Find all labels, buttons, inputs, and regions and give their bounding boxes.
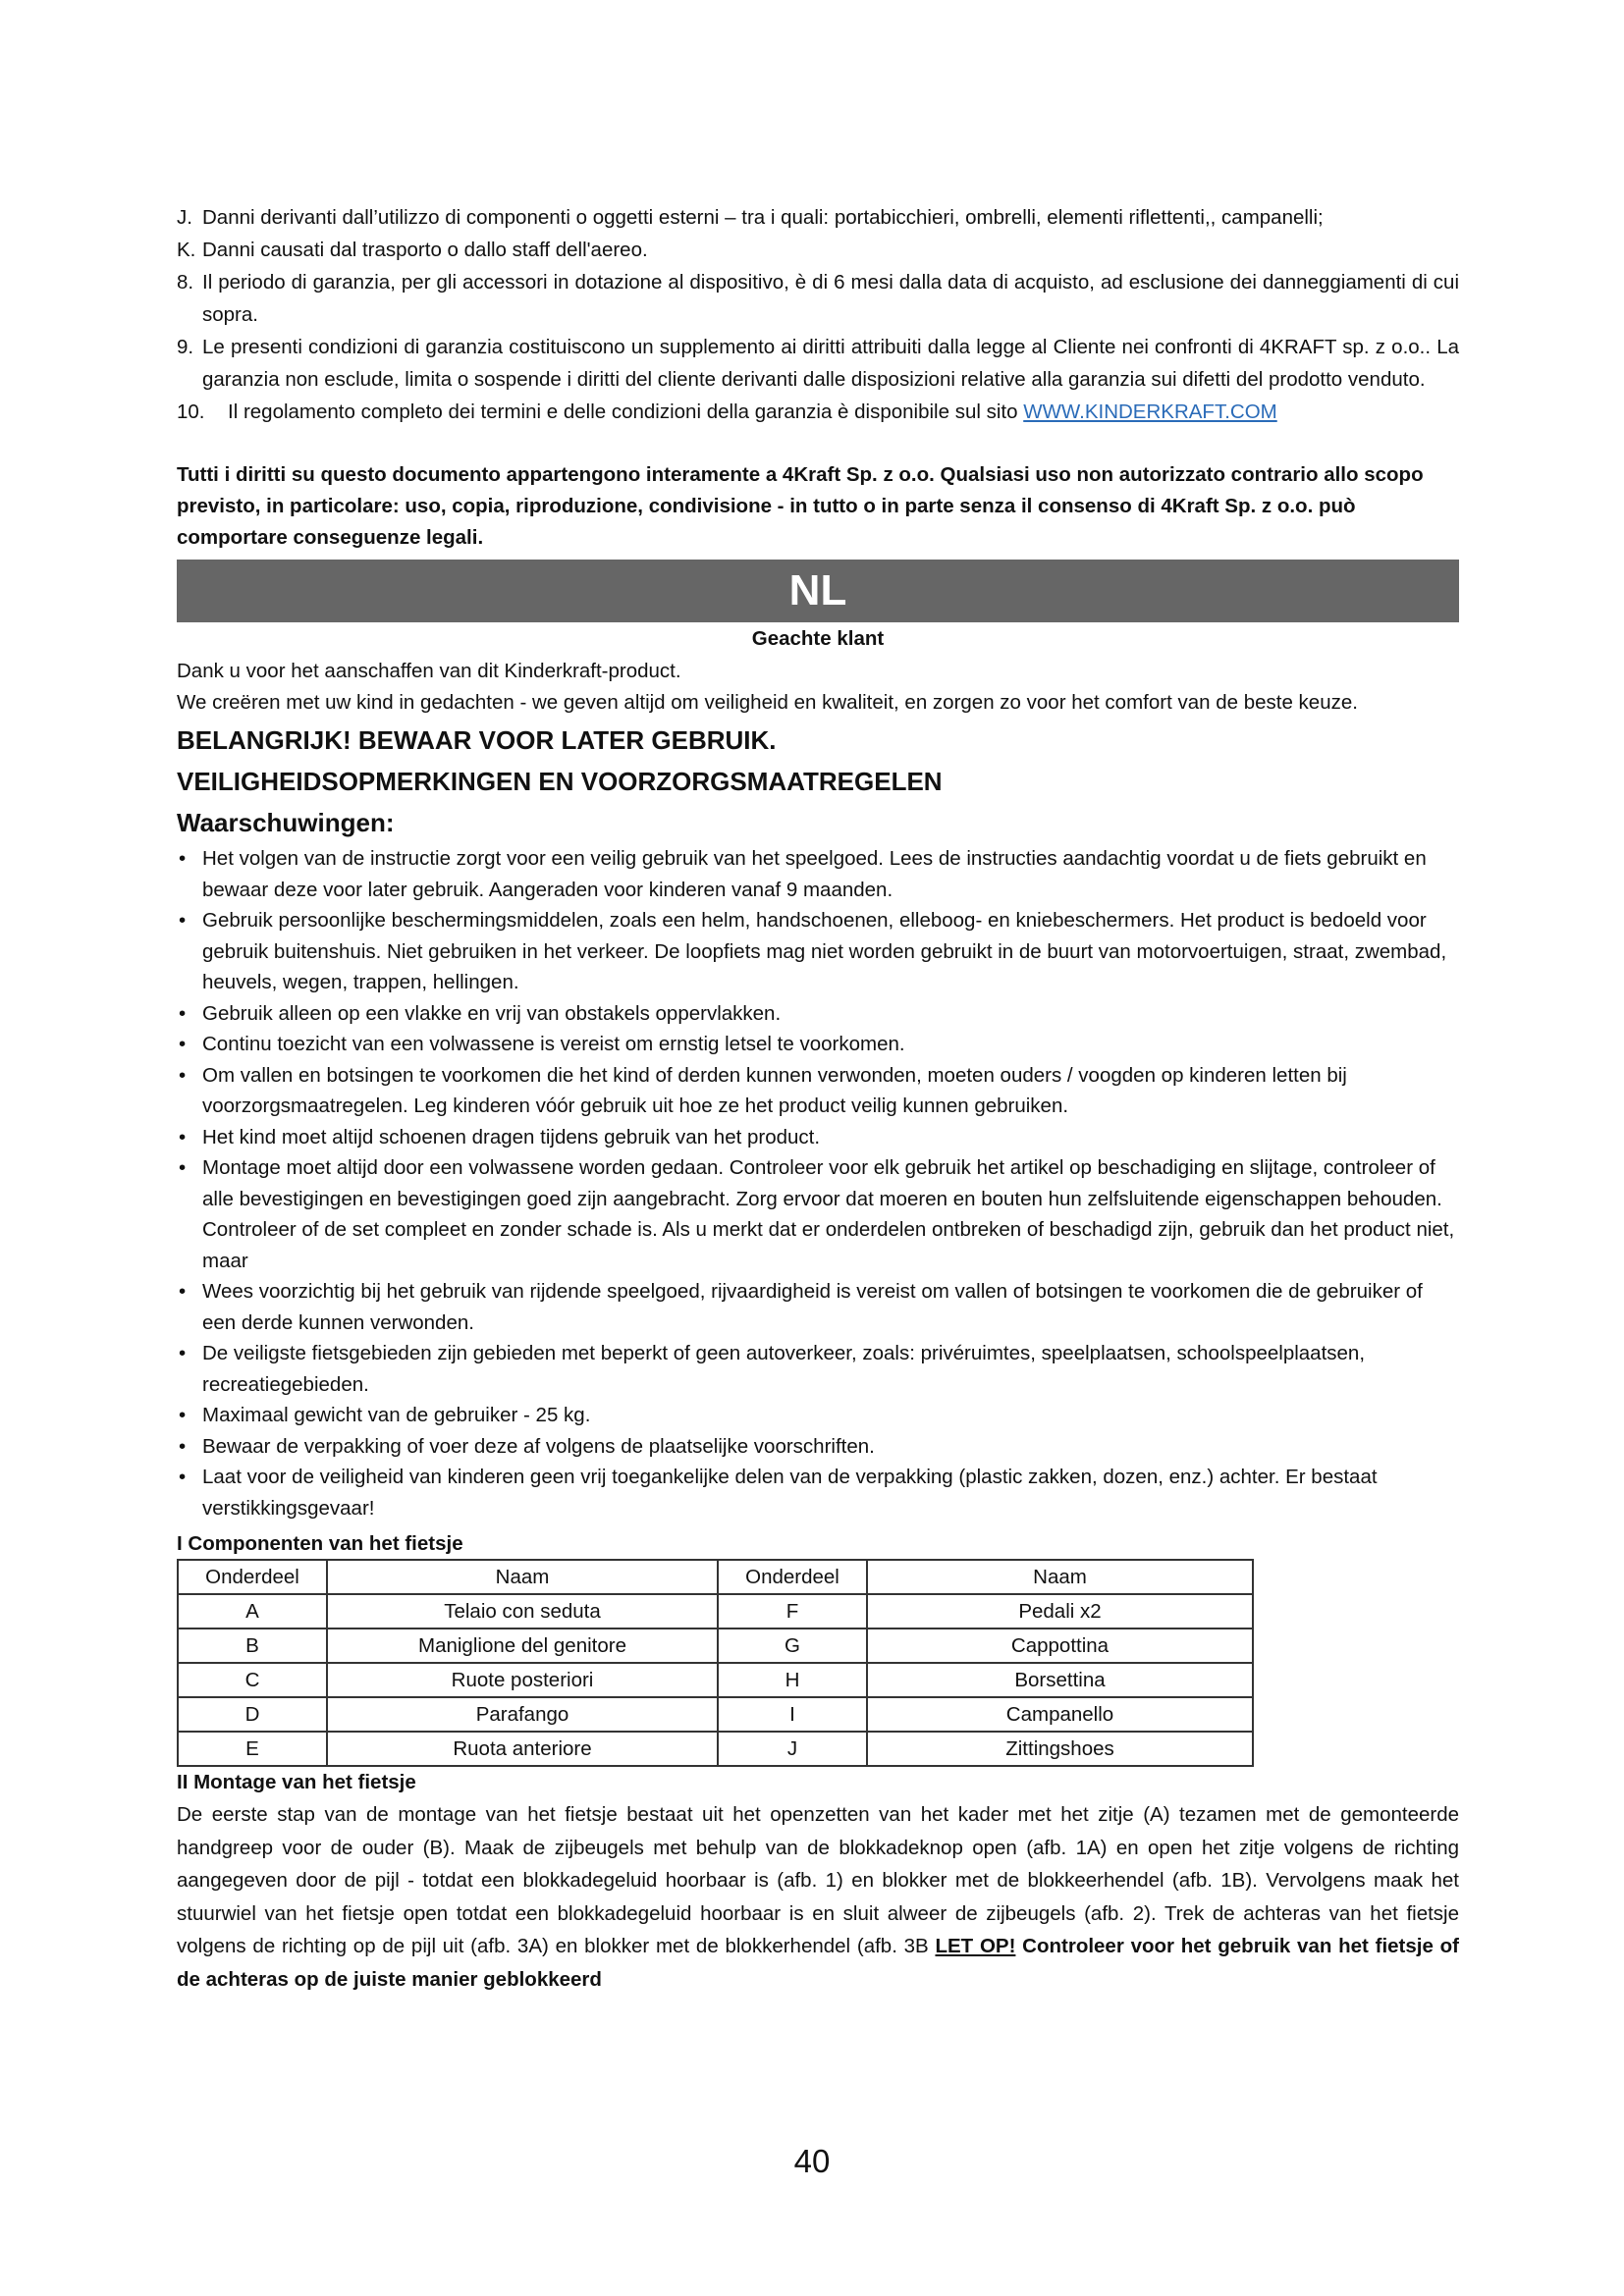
item-text: Danni causati dal trasporto o dallo staff dell'aereo. [202,239,648,261]
item-number: 8. [177,271,194,294]
table-cell: Ruote posteriori [327,1663,718,1697]
table-header: Naam [867,1560,1253,1594]
assembly-warning: LET OP! [935,1935,1016,1957]
list-item: • Het kind moet altijd schoenen dragen tijdens gebruik van het product. [177,1122,1459,1153]
table-cell: Borsettina [867,1663,1253,1697]
intro-thanks: Dank u voor het aanschaffen van dit Kinderkraft-product. [177,660,681,682]
table-row [178,1663,1253,1697]
item-number: 9. [177,336,194,358]
page-content [177,201,1459,1996]
list-item: • Bewaar de verpakking of voer deze af volgens de plaatselijke voorschriften. [177,1431,1459,1463]
warranty-list [177,201,1459,428]
table-row [178,1629,1253,1663]
list-item [177,331,1459,396]
table-cell: Campanello [867,1697,1253,1732]
list-item [177,234,1459,266]
table-header: Naam [327,1560,718,1594]
table-cell: A [178,1594,327,1629]
components-title: I Componenten van het fietsje [177,1532,463,1555]
copyright-notice: Tutti i diritti su questo documento appartengono interamente a 4Kraft Sp. z o.o. Qualsiasi uso non autorizzato contrario allo scopo previsto, in particolare: uso, copia, riproduzione, condivisione - in tutto o in parte senza il consenso di 4Kraft Sp. z o.o. può comportare conseguenze legali. [177,463,1424,549]
table-cell: H [718,1663,867,1697]
table-cell: B [178,1629,327,1663]
item-number: 10. [177,400,205,423]
table-row [178,1732,1253,1766]
warnings-list [177,843,1459,1523]
list-item: • Gebruik persoonlijke beschermingsmiddelen, zoals een helm, handschoenen, elleboog- en kniebeschermers. Het product is bedoeld voor gebruik buitenshuis. Niet gebruiken in het verkeer. De loopfiets mag niet worden gebruikt in de buurt van motorvoertuigen, straat, zwembad, heuvels, wegen, trappen, hellingen. [177,905,1459,998]
list-item: • Continu toezicht van een volwassene is vereist om ernstig letsel te voorkomen. [177,1029,1459,1060]
intro-text: We creëren met uw kind in gedachten - we geven altijd om veiligheid en kwaliteit, en zorgen zo voor het comfort van de beste keuze. [177,691,1358,714]
heading-warnings: Waarschuwingen: [177,808,395,837]
table-cell: Parafango [327,1697,718,1732]
assembly-body: De eerste stap van de montage van het fietsje bestaat uit het openzetten van het kader met het zitje (A) tezamen met de gemonteerde handgreep voor de ouder (B). Maak de zijbeugels met behulp van de blokkadeknop open (afb. 1A) en open het zitje volgens de richting aangegeven door de pijl - totdat een blokkadegeluid hoorbaar is (afb. 1) en blokker met de blokkeerhendel (afb. 1B). Vervolgens maak het stuurwiel van het fietsje open totdat een blokkadegeluid hoorbaar is en sluit alweer de zijbeugels (afb. 2). Trek de achteras van het fietsje volgens de richting op de pijl uit (afb. 3A) en blokker met de blokkerhendel (afb. 3B [177,1803,1459,1957]
list-item: • Om vallen en botsingen te voorkomen die het kind of derden kunnen verwonden, moeten ouders / voogden op kinderen letten bij voorzorgsmaatregelen. Leg kinderen vóór gebruik uit hoe ze het product veilig kunnen gebruiken. [177,1060,1459,1122]
item-text: Il periodo di garanzia, per gli accessori in dotazione al dispositivo, è di 6 mesi dalla data di acquisto, ad esclusione dei danneggiamenti di cui sopra. [202,271,1459,326]
table-cell: Ruota anteriore [327,1732,718,1766]
table-cell: I [718,1697,867,1732]
list-item: • Montage moet altijd door een volwassene worden gedaan. Controleer voor elk gebruik het artikel op beschadiging en slijtage, controleer of alle bevestigingen en bevestigingen goed zijn aangebracht. Zorg ervoor dat moeren en bouten hun zelfsluitende eigenschappen behouden. Controleer of de set compleet en zonder schade is. Als u merkt dat er onderdelen ontbreken of beschadigd zijn, gebruik dan het product niet, maar [177,1152,1459,1276]
heading-safety: VEILIGHEIDSOPMERKINGEN EN VOORZORGSMAATREGELEN [177,767,943,796]
item-text: Il regolamento completo dei termini e delle condizioni della garanzia è disponibile sul sito [228,400,1024,423]
kinderkraft-link[interactable]: WWW.KINDERKRAFT.COM [1023,400,1277,423]
list-item: • Het volgen van de instructie zorgt voor een veilig gebruik van het speelgoed. Lees de instructies aandachtig voordat u de fiets gebruikt en bewaar deze voor later gebruik. Aangeraden voor kinderen vanaf 9 maanden. [177,843,1459,905]
table-row [178,1594,1253,1629]
assembly-title: II Montage van het fietsje [177,1771,416,1793]
table-row [178,1697,1253,1732]
table-cell: F [718,1594,867,1629]
greeting: Geachte klant [751,627,885,650]
table-cell: C [178,1663,327,1697]
list-item [177,266,1459,331]
list-item: • De veiligste fietsgebieden zijn gebieden met beperkt of geen autoverkeer, zoals: privéruimtes, speelplaatsen, schoolspeelplaatsen, recreatiegebieden. [177,1338,1459,1400]
list-item: • Wees voorzichtig bij het gebruik van rijdende speelgoed, rijvaardigheid is vereist om vallen of botsingen te voorkomen die de gebruiker of een derde kunnen verwonden. [177,1276,1459,1338]
list-item: • Gebruik alleen op een vlakke en vrij van obstakels oppervlakken. [177,998,1459,1030]
table-header: Onderdeel [718,1560,867,1594]
list-item: • Laat voor de veiligheid van kinderen geen vrij toegankelijke delen van de verpakking (plastic zakken, dozen, enz.) achter. Er bestaat verstikkingsgevaar! [177,1462,1459,1523]
heading-important: BELANGRIJK! BEWAAR VOOR LATER GEBRUIK. [177,725,777,755]
components-table [177,1559,1254,1767]
table-cell: Telaio con seduta [327,1594,718,1629]
assembly-text [177,1798,1459,1996]
table-cell: Maniglione del genitore [327,1629,718,1663]
table-cell: G [718,1629,867,1663]
table-cell: J [718,1732,867,1766]
table-header: Onderdeel [178,1560,327,1594]
table-cell: Zittingshoes [867,1732,1253,1766]
item-number: J. [177,206,192,229]
table-cell: Cappottina [867,1629,1253,1663]
list-item [177,396,1459,428]
assembly-bold-text: Controleer voor het gebruik van het fietsje of de achteras op de juiste manier geblokkeerd [177,1935,1459,1991]
item-text: Le presenti condizioni di garanzia costituiscono un supplemento ai diritti attribuiti dalla legge al Cliente nei confronti di 4KRAFT sp. z o.o.. La garanzia non esclude, limita o sospende i diritti del cliente derivanti dalle disposizioni relative alla garanzia sui difetti del prodotto venduto. [202,336,1459,391]
table-cell: D [178,1697,327,1732]
table-cell: E [178,1732,327,1766]
list-item: • Maximaal gewicht van de gebruiker - 25 kg. [177,1400,1459,1431]
item-text: Danni derivanti dall’utilizzo di componenti o oggetti esterni – tra i quali: portabicchieri, ombrelli, elementi riflettenti,, campanelli; [202,206,1324,229]
table-cell: Pedali x2 [867,1594,1253,1629]
item-number: K. [177,239,196,261]
list-item [177,201,1459,234]
page-number: 40 [793,2143,831,2179]
table-header-row [178,1560,1253,1594]
language-banner: NL [177,560,1459,622]
